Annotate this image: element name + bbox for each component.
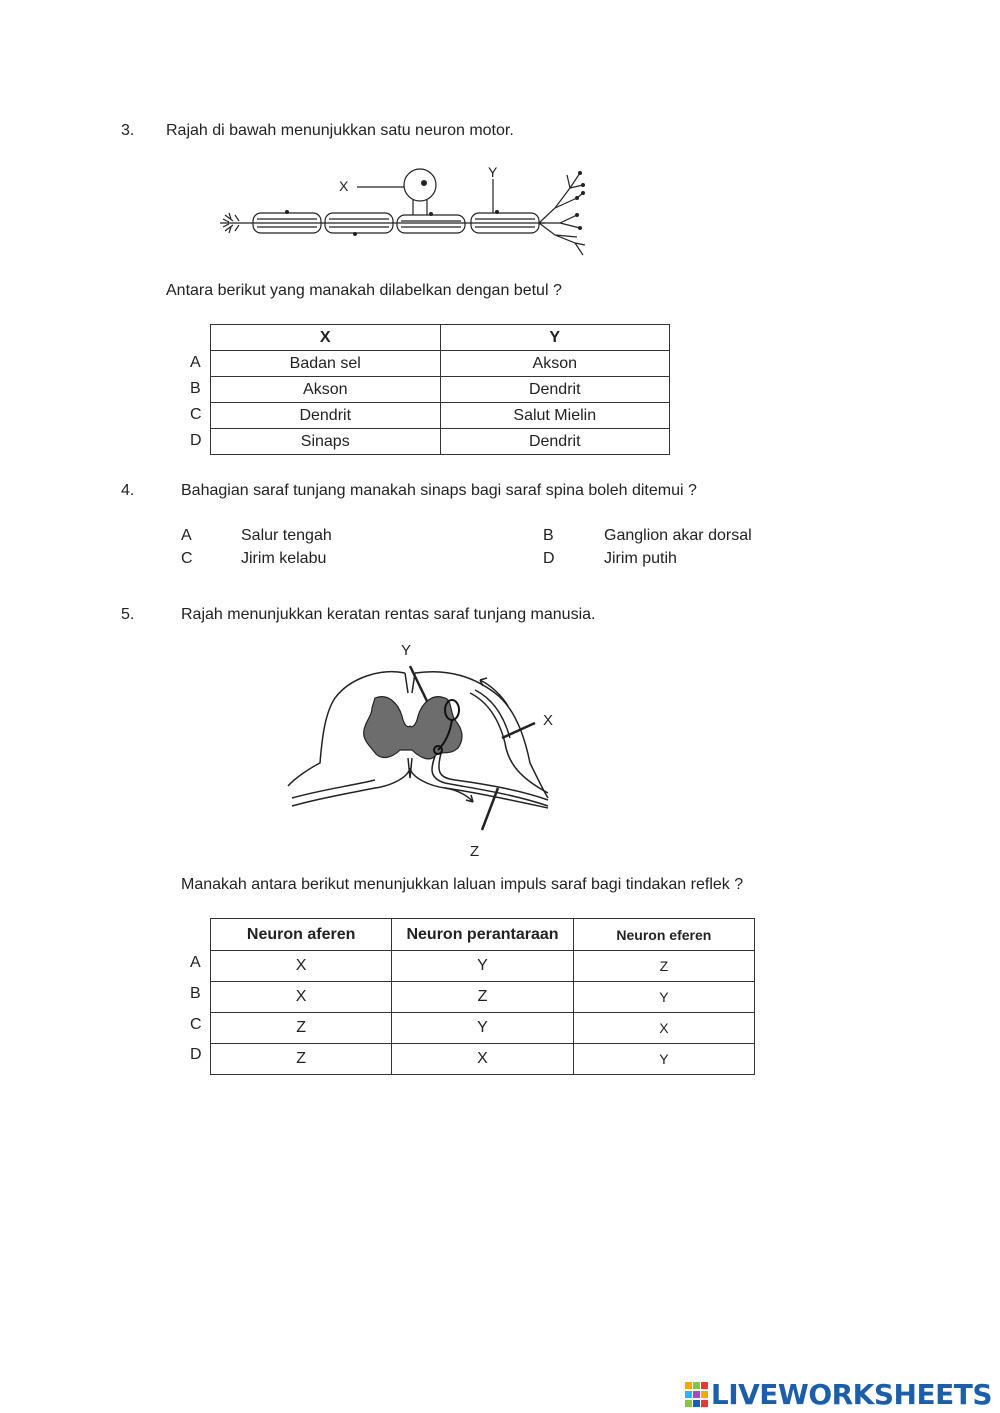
- q3-cell: Akson: [440, 351, 670, 377]
- q5-cell: Y: [573, 1044, 754, 1075]
- q5-cell: X: [573, 1013, 754, 1044]
- motor-neuron-diagram: [215, 163, 595, 263]
- q5-cell: X: [211, 982, 392, 1013]
- q5-cell: X: [211, 951, 392, 982]
- q5-number: 5.: [121, 606, 135, 623]
- q4-option-c-label: C: [181, 550, 193, 567]
- q3-number: 3.: [121, 122, 135, 139]
- q3-row-label-d: D: [190, 432, 202, 449]
- liveworksheets-logo-icon: [685, 1382, 709, 1408]
- table-row: [211, 1013, 755, 1044]
- q5-cell: Z: [211, 1044, 392, 1075]
- q5-options-table: [210, 918, 755, 1075]
- q3-header-y: Y: [440, 325, 670, 351]
- q5-row-label-a: A: [190, 954, 201, 971]
- q3-cell: Salut Mielin: [440, 403, 670, 429]
- liveworksheets-logo[interactable]: [685, 1378, 992, 1411]
- q3-header-x: X: [211, 325, 441, 351]
- q5-label-z: Z: [470, 843, 480, 860]
- q3-cell: Badan sel: [211, 351, 441, 377]
- q5-row-label-d: D: [190, 1046, 202, 1063]
- q5-label-y: Y: [401, 642, 412, 659]
- q3-prompt: Antara berikut yang manakah dilabelkan dengan betul ?: [166, 282, 562, 299]
- q5-cell: X: [392, 1044, 573, 1075]
- q4-question: Bahagian saraf tunjang manakah sinaps bagi saraf spina boleh ditemui ?: [181, 482, 697, 499]
- table-row: [211, 982, 755, 1013]
- spinal-cord-cross-section-diagram: [280, 638, 580, 868]
- q5-header-efferent: Neuron eferen: [573, 919, 754, 951]
- table-row: [211, 429, 670, 455]
- q3-question: Rajah di bawah menunjukkan satu neuron motor.: [166, 122, 514, 139]
- q5-header-afferent: Neuron aferen: [211, 919, 392, 951]
- q3-row-label-a: A: [190, 354, 201, 371]
- table-row: [211, 403, 670, 429]
- liveworksheets-logo-text: LIVEWORKSHEETS: [710, 1378, 992, 1411]
- q4-option-a-text[interactable]: Salur tengah: [241, 527, 332, 544]
- table-row: [211, 951, 755, 982]
- q5-cell: Z: [392, 982, 573, 1013]
- q3-cell: Sinaps: [211, 429, 441, 455]
- q5-cell: Z: [573, 951, 754, 982]
- q5-cell: Z: [211, 1013, 392, 1044]
- q4-option-a-label: A: [181, 527, 192, 544]
- q4-option-d-label: D: [543, 550, 555, 567]
- q3-label-x: X: [339, 178, 349, 194]
- q3-cell: Dendrit: [211, 403, 441, 429]
- q3-row-label-c: C: [190, 406, 202, 423]
- q3-row-label-b: B: [190, 380, 201, 397]
- q5-cell: Y: [573, 982, 754, 1013]
- table-row: [211, 377, 670, 403]
- q5-cell: Y: [392, 951, 573, 982]
- q5-label-x: X: [543, 712, 554, 729]
- q3-cell: Akson: [211, 377, 441, 403]
- q5-prompt: Manakah antara berikut menunjukkan laluan impuls saraf bagi tindakan reflek ?: [181, 876, 744, 893]
- q4-number: 4.: [121, 482, 135, 499]
- q4-option-b-label: B: [543, 527, 554, 544]
- q4-option-b-text[interactable]: Ganglion akar dorsal: [604, 527, 752, 544]
- q3-label-y: Y: [488, 164, 498, 180]
- q5-question: Rajah menunjukkan keratan rentas saraf tunjang manusia.: [181, 606, 596, 623]
- q3-cell: Dendrit: [440, 429, 670, 455]
- table-row: [211, 1044, 755, 1075]
- q5-header-relay: Neuron perantaraan: [392, 919, 573, 951]
- q3-options-table: [210, 324, 670, 455]
- q5-row-label-c: C: [190, 1016, 202, 1033]
- q3-cell: Dendrit: [440, 377, 670, 403]
- q4-option-d-text[interactable]: Jirim putih: [604, 550, 677, 567]
- table-row: [211, 351, 670, 377]
- q4-option-c-text[interactable]: Jirim kelabu: [241, 550, 327, 567]
- q5-row-label-b: B: [190, 985, 201, 1002]
- q5-cell: Y: [392, 1013, 573, 1044]
